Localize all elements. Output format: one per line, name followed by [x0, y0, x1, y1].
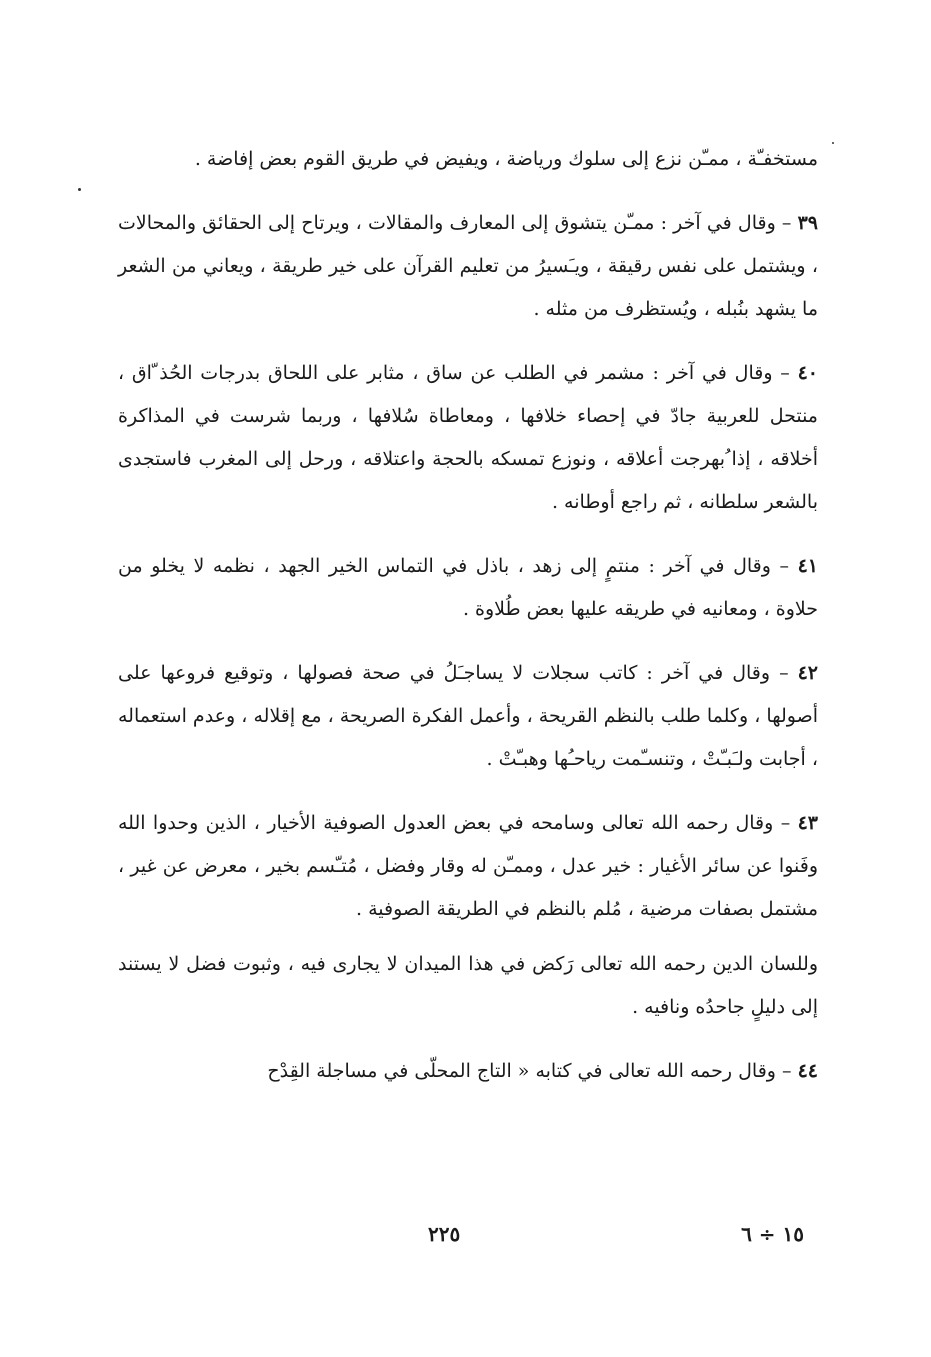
paragraph-42	[118, 652, 818, 781]
paper-speck	[78, 188, 81, 191]
paragraph-text: – وقال في آخر : كاتب سجلات لا يساجـَلُ في صحة فصولها ، وتوقيع فروعها على أصولها ، وكلما طلب بالنظم القريحة ، وأعمل الفكرة الصريحة ، مع إقلاله ، وعدم استعماله ، أجابت ولـَبـّتْ ، وتنسـّمت رياحـُها وهبـّتْ .	[118, 662, 818, 770]
paragraph-number: ٤٣	[797, 812, 818, 834]
paragraph-43	[118, 802, 818, 931]
signature-mark: ١٥ ÷ ٦	[741, 1222, 804, 1246]
paragraph-text: مستخفـّة ، ممـّن نزع إلى سلوك ورياضة ، ويفيض في طريق القوم بعض إفاضة .	[194, 148, 818, 170]
page-footer	[118, 1222, 818, 1252]
paragraph-number: ٤٢	[797, 662, 818, 684]
paragraph-commentary	[118, 943, 818, 1029]
page-body	[118, 138, 818, 1114]
paper-speck	[832, 142, 834, 144]
paragraph-40	[118, 352, 818, 524]
paragraph-text: – وقال في آخر : ممـّن يتشوق إلى المعارف والمقالات ، ويرتاح إلى الحقائق والمحالات ، ويشتمل على نفس رقيقة ، ويـَسيرُ من تعليم القرآن على خير طريقة ، ويعاني من الشعر ما يشهد بنُبله ، ويُستظرف من مثله .	[118, 212, 818, 320]
paragraph-number: ٤٠	[797, 362, 818, 384]
paragraph-text: – وقال في آخر : منتمٍ إلى زهد ، باذل في التماس الخير الجهد ، نظمه لا يخلو من حلاوة ، ومعانيه في طريقه عليها بعض طُلاوة .	[118, 555, 818, 620]
paragraph-44	[118, 1050, 818, 1093]
page-number: ٢٢٥	[428, 1222, 461, 1246]
paragraph-number: ٤٤	[797, 1060, 818, 1082]
paragraph-39	[118, 202, 818, 331]
paragraph-text: – وقال في آخر : مشمر في الطلب عن ساق ، مثابر على اللحاق بدرجات الحُذ ّاق ، منتحل للعربية جادّ في إحصاء خلافها ، ومعاطاة سُلافها ، وربما شرست في المذاكرة أخلاقه ، إذا ُبهرجت أعلاقه ، ونوزع تمسكه بالحجة واعتلاقه ، ورحل إلى المغرب فاستجدى بالشعر سلطانه ، ثم راجع أوطانه .	[118, 362, 818, 513]
paragraph-number: ٣٩	[797, 212, 818, 234]
paragraph-41	[118, 545, 818, 631]
paragraph-number: ٤١	[797, 555, 818, 577]
paragraph-text: وللسان الدين رحمه الله تعالى رَكض في هذا الميدان لا يجارى فيه ، وثبوت فضل لا يستند إلى دليلٍ جاحدُه ونافيه .	[118, 953, 818, 1018]
paragraph-text: – وقال رحمه الله تعالى وسامحه في بعض العدول الصوفية الأخيار ، الذين وحدوا الله وفَنوا عن سائر الأغيار : خير عدل ، وممـّن له وقار وفضل ، مُتـّسم بخير ، معرض عن غير ، مشتمل بصفات مرضية ، مُلم بالنظم في الطريقة الصوفية .	[118, 812, 818, 920]
paragraph-continuation	[118, 138, 818, 181]
paragraph-text: – وقال رحمه الله تعالى في كتابه « التاج المحلّى في مساجلة القِدْح	[267, 1060, 792, 1082]
